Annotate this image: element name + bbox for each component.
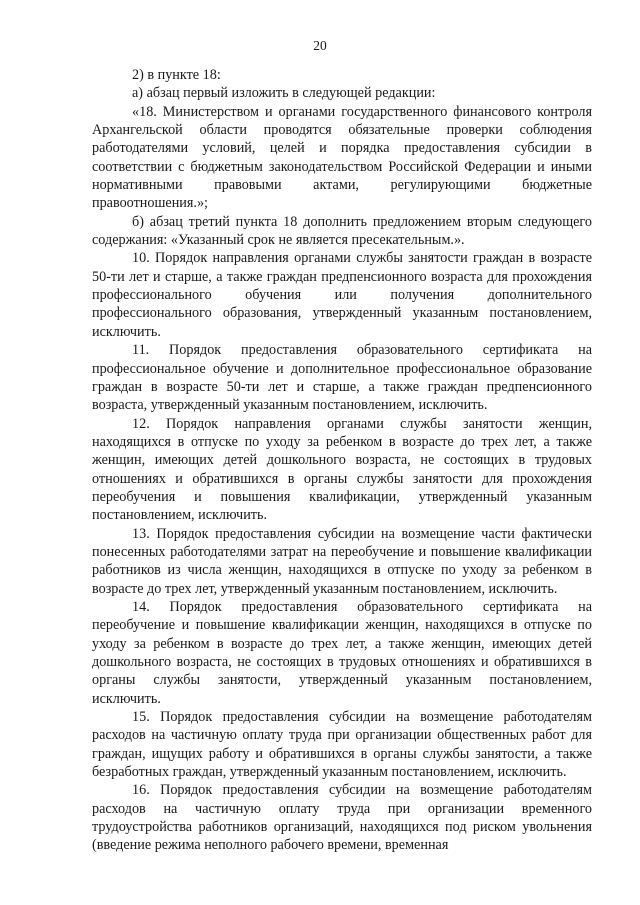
document-body	[92, 66, 592, 855]
paragraph: 15. Порядок предоставления субсидии на возмещение работодателям расходов на частичную оплату труда при организации общественных работ для граждан, ищущих работу и обратившихся в органы службы занятости, а также безработных граждан, утвержденный указанным постановлением, исключить.	[92, 709, 592, 781]
paragraph: 13. Порядок предоставления субсидии на возмещение части фактически понесенных работодателями затрат на переобучение и повышение квалификации работников из числа женщин, находящихся в отпуске по уходу за ребенком в возрасте до трех лет, утвержденный указанным постановлением, исключить.	[92, 525, 592, 597]
paragraph: 12. Порядок направления органами службы занятости женщин, находящихся в отпуске по уходу за ребенком в возрасте до трех лет, а также женщин, имеющих детей дошкольного возраста, не состоящих в трудовых отношениях и обратившихся в органы службы занятости для прохождения переобучения и повышения квалификации, утвержденный указанным постановлением, исключить.	[92, 415, 592, 524]
paragraph: 14. Порядок предоставления образовательного сертификата на переобучение и повышение квалификации женщин, находящихся в отпуске по уходу за ребенком в возрасте до трех лет, а также женщин, имеющих детей дошкольного возраста, не состоящих в трудовых отношениях и обратившихся в органы службы занятости, утвержденный указанным постановлением, исключить.	[92, 598, 592, 707]
paragraph: б) абзац третий пункта 18 дополнить предложением вторым следующего содержания: «Указанный срок не является пресекательным.».	[92, 213, 592, 249]
paragraph: «18. Министерством и органами государственного финансового контроля Архангельской области проводятся обязательные проверки соблюдения работодателями условий, целей и порядка предоставления субсидии в соответствии с бюджетным законодательством Российской Федерации и иными нормативными правовыми актами, регулирующими бюджетные правоотношения.»;	[92, 103, 592, 212]
paragraph: 11. Порядок предоставления образовательного сертификата на профессиональное обучение и дополнительное профессиональное образование граждан в возрасте 50-ти лет и старше, а также граждан предпенсионного возраста, утвержденный указанным постановлением, исключить.	[92, 342, 592, 414]
paragraph: 10. Порядок направления органами службы занятости граждан в возрасте 50-ти лет и старше, а также граждан предпенсионного возраста для прохождения профессионального обучения или получения дополнительного профессионального образования, утвержденный указанным постановлением, исключить.	[92, 250, 592, 340]
page-number: 20	[313, 38, 327, 53]
paragraph: 16. Порядок предоставления субсидии на возмещение работодателям расходов на частичную оплату труда при организации временного трудоустройства работников организаций, находящихся под риском увольнения (введение режима неполного рабочего времени, временная	[92, 782, 592, 854]
paragraph: а) абзац первый изложить в следующей редакции:	[132, 85, 436, 102]
paragraph: 2) в пункте 18:	[132, 67, 221, 83]
